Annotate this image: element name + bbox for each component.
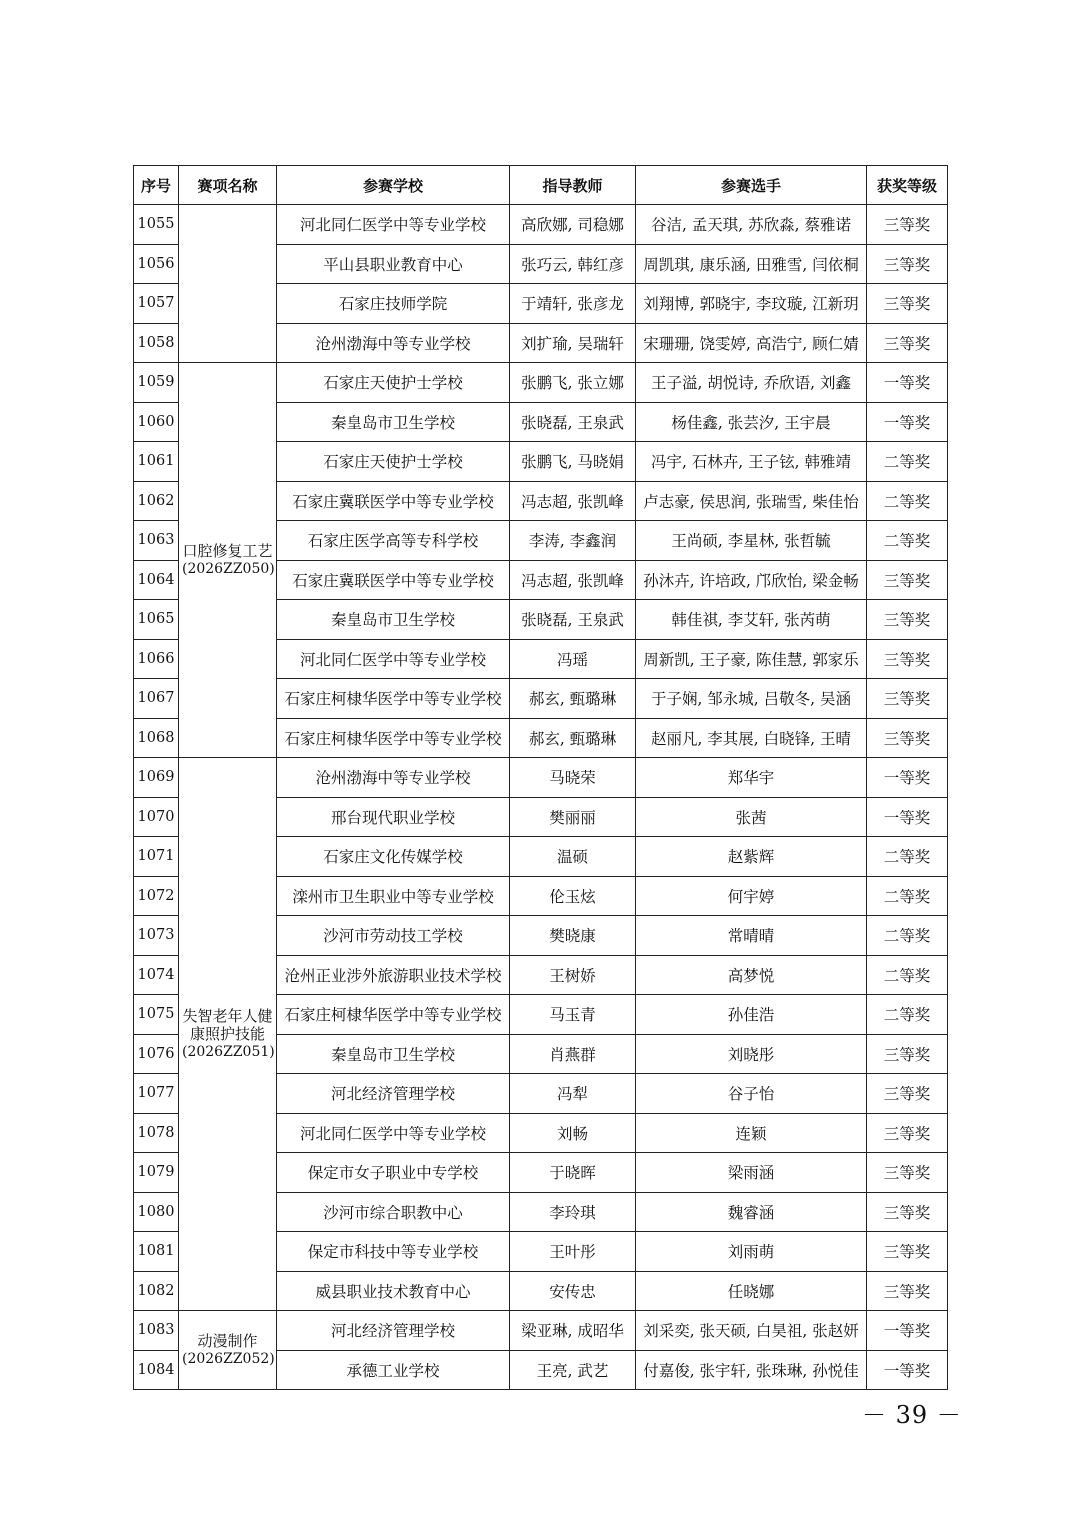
cell-players: 周新凯, 王子豪, 陈佳慧, 郭家乐 xyxy=(636,639,867,679)
cell-school: 秦皇岛市卫生学校 xyxy=(277,402,510,442)
cell-seq: 1070 xyxy=(134,797,179,837)
cell-school: 石家庄天使护士学校 xyxy=(277,442,510,482)
cell-teacher: 冯瑶 xyxy=(510,639,636,679)
cell-award: 三等奖 xyxy=(867,679,948,719)
cell-teacher: 王树娇 xyxy=(510,955,636,995)
table-row xyxy=(134,363,948,403)
header-row xyxy=(134,166,948,205)
cell-seq: 1073 xyxy=(134,916,179,956)
header-teacher: 指导教师 xyxy=(510,166,636,205)
cell-players: 郑华宇 xyxy=(636,758,867,798)
cell-school: 石家庄冀联医学中等专业学校 xyxy=(277,481,510,521)
cell-seq: 1072 xyxy=(134,876,179,916)
header-award: 获奖等级 xyxy=(867,166,948,205)
event-name: 失智老年人健康照护技能 xyxy=(182,1006,273,1044)
cell-teacher: 马晓荣 xyxy=(510,758,636,798)
table-row xyxy=(134,205,948,245)
event-code: (2026ZZ050) xyxy=(182,560,275,577)
cell-seq: 1069 xyxy=(134,758,179,798)
cell-players: 王尚硕, 李星林, 张哲毓 xyxy=(636,521,867,561)
cell-school: 沙河市综合职教中心 xyxy=(277,1192,510,1232)
cell-seq: 1058 xyxy=(134,323,179,363)
cell-teacher: 王亮, 武艺 xyxy=(510,1350,636,1390)
cell-teacher: 张鹏飞, 张立娜 xyxy=(510,363,636,403)
cell-teacher: 马玉青 xyxy=(510,995,636,1035)
cell-teacher: 张晓磊, 王泉武 xyxy=(510,402,636,442)
table-row xyxy=(134,1311,948,1351)
cell-award: 二等奖 xyxy=(867,995,948,1035)
cell-seq: 1063 xyxy=(134,521,179,561)
cell-teacher: 温硕 xyxy=(510,837,636,877)
cell-seq: 1057 xyxy=(134,284,179,324)
header-players: 参赛选手 xyxy=(636,166,867,205)
cell-award: 一等奖 xyxy=(867,1311,948,1351)
cell-school: 石家庄技师学院 xyxy=(277,284,510,324)
header-school: 参赛学校 xyxy=(277,166,510,205)
cell-award: 一等奖 xyxy=(867,363,948,403)
cell-school: 河北同仁医学中等专业学校 xyxy=(277,639,510,679)
cell-school: 河北同仁医学中等专业学校 xyxy=(277,205,510,245)
cell-teacher: 张巧云, 韩红彦 xyxy=(510,244,636,284)
cell-school: 石家庄医学高等专科学校 xyxy=(277,521,510,561)
cell-award: 一等奖 xyxy=(867,1350,948,1390)
cell-players: 常晴晴 xyxy=(636,916,867,956)
cell-award: 三等奖 xyxy=(867,1271,948,1311)
cell-players: 杨佳鑫, 张芸汐, 王宇晨 xyxy=(636,402,867,442)
cell-players: 刘采奕, 张天硕, 白昊祖, 张赵妍 xyxy=(636,1311,867,1351)
cell-school: 沧州正业涉外旅游职业技术学校 xyxy=(277,955,510,995)
cell-seq: 1064 xyxy=(134,560,179,600)
cell-event xyxy=(179,205,277,363)
table-row xyxy=(134,758,948,798)
cell-teacher: 樊丽丽 xyxy=(510,797,636,837)
cell-players: 王子溢, 胡悦诗, 乔欣语, 刘鑫 xyxy=(636,363,867,403)
cell-seq: 1080 xyxy=(134,1192,179,1232)
cell-players: 连颖 xyxy=(636,1113,867,1153)
cell-school: 河北经济管理学校 xyxy=(277,1311,510,1351)
cell-school: 石家庄柯棣华医学中等专业学校 xyxy=(277,995,510,1035)
cell-school: 石家庄天使护士学校 xyxy=(277,363,510,403)
cell-seq: 1074 xyxy=(134,955,179,995)
event-name: 动漫制作 xyxy=(197,1331,258,1350)
cell-teacher: 樊晓康 xyxy=(510,916,636,956)
cell-seq: 1060 xyxy=(134,402,179,442)
event-code: (2026ZZ051) xyxy=(182,1044,275,1060)
cell-players: 任晓娜 xyxy=(636,1271,867,1311)
cell-teacher: 郝玄, 甄璐琳 xyxy=(510,679,636,719)
cell-school: 沧州渤海中等专业学校 xyxy=(277,758,510,798)
cell-event xyxy=(179,363,277,758)
cell-award: 二等奖 xyxy=(867,481,948,521)
cell-teacher: 高欣娜, 司稳娜 xyxy=(510,205,636,245)
cell-school: 石家庄柯棣华医学中等专业学校 xyxy=(277,718,510,758)
cell-award: 三等奖 xyxy=(867,1034,948,1074)
cell-school: 威县职业技术教育中心 xyxy=(277,1271,510,1311)
cell-award: 一等奖 xyxy=(867,758,948,798)
cell-seq: 1068 xyxy=(134,718,179,758)
cell-school: 河北同仁医学中等专业学校 xyxy=(277,1113,510,1153)
page-number: － 39 － xyxy=(862,1401,962,1429)
cell-seq: 1075 xyxy=(134,995,179,1035)
cell-school: 沧州渤海中等专业学校 xyxy=(277,323,510,363)
cell-school: 保定市科技中等专业学校 xyxy=(277,1232,510,1272)
cell-seq: 1066 xyxy=(134,639,179,679)
award-results-table xyxy=(133,165,948,1390)
cell-award: 三等奖 xyxy=(867,244,948,284)
cell-award: 二等奖 xyxy=(867,876,948,916)
cell-teacher: 肖燕群 xyxy=(510,1034,636,1074)
cell-event xyxy=(179,758,277,1311)
cell-teacher: 李涛, 李鑫润 xyxy=(510,521,636,561)
cell-players: 宋珊珊, 饶雯婷, 高浩宁, 顾仁婧 xyxy=(636,323,867,363)
cell-players: 赵丽凡, 李其展, 白晓锋, 王晴 xyxy=(636,718,867,758)
cell-school: 秦皇岛市卫生学校 xyxy=(277,600,510,640)
cell-players: 魏睿涵 xyxy=(636,1192,867,1232)
cell-teacher: 于靖轩, 张彦龙 xyxy=(510,284,636,324)
cell-seq: 1056 xyxy=(134,244,179,284)
cell-school: 承德工业学校 xyxy=(277,1350,510,1390)
cell-school: 邢台现代职业学校 xyxy=(277,797,510,837)
cell-teacher: 刘畅 xyxy=(510,1113,636,1153)
cell-players: 付嘉俊, 张宇轩, 张珠琳, 孙悦佳 xyxy=(636,1350,867,1390)
cell-award: 一等奖 xyxy=(867,402,948,442)
header-event: 赛项名称 xyxy=(179,166,277,205)
cell-seq: 1071 xyxy=(134,837,179,877)
cell-teacher: 伦玉炫 xyxy=(510,876,636,916)
cell-school: 平山县职业教育中心 xyxy=(277,244,510,284)
cell-teacher: 李玲琪 xyxy=(510,1192,636,1232)
cell-award: 三等奖 xyxy=(867,1192,948,1232)
cell-award: 一等奖 xyxy=(867,797,948,837)
cell-award: 三等奖 xyxy=(867,323,948,363)
cell-teacher: 张鹏飞, 马晓娟 xyxy=(510,442,636,482)
cell-school: 秦皇岛市卫生学校 xyxy=(277,1034,510,1074)
cell-seq: 1083 xyxy=(134,1311,179,1351)
cell-seq: 1065 xyxy=(134,600,179,640)
cell-teacher: 梁亚琳, 成昭华 xyxy=(510,1311,636,1351)
header-seq: 序号 xyxy=(134,166,179,205)
cell-award: 三等奖 xyxy=(867,718,948,758)
cell-players: 张茜 xyxy=(636,797,867,837)
table-header xyxy=(134,166,948,205)
cell-players: 刘晓彤 xyxy=(636,1034,867,1074)
cell-seq: 1078 xyxy=(134,1113,179,1153)
cell-seq: 1082 xyxy=(134,1271,179,1311)
cell-school: 石家庄柯棣华医学中等专业学校 xyxy=(277,679,510,719)
cell-teacher: 刘扩瑜, 吴瑞轩 xyxy=(510,323,636,363)
cell-award: 三等奖 xyxy=(867,560,948,600)
cell-teacher: 冯犁 xyxy=(510,1074,636,1114)
cell-school: 保定市女子职业中专学校 xyxy=(277,1153,510,1193)
cell-event xyxy=(179,1311,277,1390)
cell-teacher: 冯志超, 张凯峰 xyxy=(510,481,636,521)
cell-seq: 1084 xyxy=(134,1350,179,1390)
cell-seq: 1077 xyxy=(134,1074,179,1114)
cell-teacher: 张晓磊, 王泉武 xyxy=(510,600,636,640)
cell-award: 二等奖 xyxy=(867,442,948,482)
cell-award: 三等奖 xyxy=(867,639,948,679)
cell-teacher: 郝玄, 甄璐琳 xyxy=(510,718,636,758)
cell-award: 二等奖 xyxy=(867,521,948,561)
cell-award: 三等奖 xyxy=(867,205,948,245)
cell-award: 三等奖 xyxy=(867,600,948,640)
cell-school: 沙河市劳动技工学校 xyxy=(277,916,510,956)
cell-players: 赵紫辉 xyxy=(636,837,867,877)
cell-seq: 1079 xyxy=(134,1153,179,1193)
cell-seq: 1081 xyxy=(134,1232,179,1272)
cell-players: 刘雨萌 xyxy=(636,1232,867,1272)
event-name: 口腔修复工艺 xyxy=(182,541,273,560)
cell-teacher: 于晓晖 xyxy=(510,1153,636,1193)
cell-award: 二等奖 xyxy=(867,955,948,995)
cell-award: 三等奖 xyxy=(867,1153,948,1193)
cell-players: 韩佳祺, 李艾轩, 张芮萌 xyxy=(636,600,867,640)
cell-award: 三等奖 xyxy=(867,1113,948,1153)
cell-school: 河北经济管理学校 xyxy=(277,1074,510,1114)
cell-award: 三等奖 xyxy=(867,1232,948,1272)
cell-players: 梁雨涵 xyxy=(636,1153,867,1193)
cell-teacher: 冯志超, 张凯峰 xyxy=(510,560,636,600)
cell-seq: 1067 xyxy=(134,679,179,719)
cell-players: 高梦悦 xyxy=(636,955,867,995)
cell-teacher: 王叶彤 xyxy=(510,1232,636,1272)
table-body xyxy=(134,205,948,1390)
cell-teacher: 安传忠 xyxy=(510,1271,636,1311)
cell-players: 于子娴, 邹永城, 吕敬冬, 吴涵 xyxy=(636,679,867,719)
cell-seq: 1061 xyxy=(134,442,179,482)
cell-players: 卢志豪, 侯思润, 张瑞雪, 柴佳怡 xyxy=(636,481,867,521)
cell-award: 三等奖 xyxy=(867,1074,948,1114)
cell-school: 滦州市卫生职业中等专业学校 xyxy=(277,876,510,916)
cell-players: 谷子怡 xyxy=(636,1074,867,1114)
cell-players: 刘翔博, 郭晓宇, 李玟璇, 江新玥 xyxy=(636,284,867,324)
cell-seq: 1059 xyxy=(134,363,179,403)
cell-award: 二等奖 xyxy=(867,916,948,956)
cell-players: 孙沐卉, 许培政, 邝欣怡, 梁金畅 xyxy=(636,560,867,600)
cell-players: 何宇婷 xyxy=(636,876,867,916)
event-code: (2026ZZ052) xyxy=(182,1350,275,1367)
cell-award: 二等奖 xyxy=(867,837,948,877)
cell-seq: 1076 xyxy=(134,1034,179,1074)
cell-players: 冯宇, 石林卉, 王子铉, 韩雅靖 xyxy=(636,442,867,482)
cell-seq: 1055 xyxy=(134,205,179,245)
cell-seq: 1062 xyxy=(134,481,179,521)
cell-school: 石家庄文化传媒学校 xyxy=(277,837,510,877)
cell-players: 周凯琪, 康乐涵, 田雅雪, 闫依桐 xyxy=(636,244,867,284)
cell-players: 孙佳浩 xyxy=(636,995,867,1035)
cell-school: 石家庄冀联医学中等专业学校 xyxy=(277,560,510,600)
cell-award: 三等奖 xyxy=(867,284,948,324)
cell-players: 谷洁, 孟天琪, 苏欣淼, 蔡雅诺 xyxy=(636,205,867,245)
